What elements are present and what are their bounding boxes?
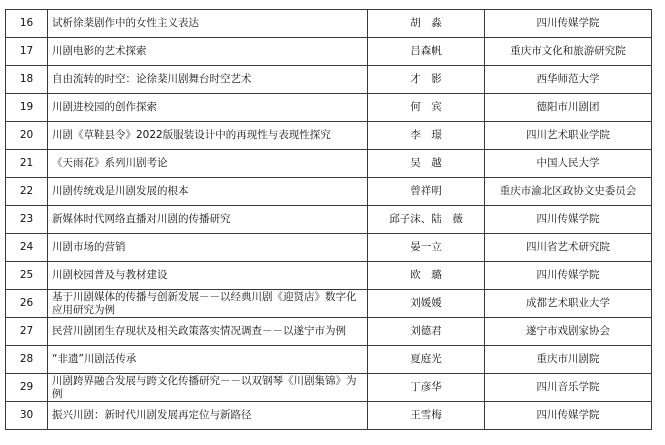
institution: 四川传媒学院: [485, 262, 652, 290]
paper-title: 川剧跨界融合发展与跨文化传播研究－－以双钢琴《川剧集锦》为例: [48, 374, 368, 402]
paper-title: 川剧进校园的创作探索: [48, 94, 368, 122]
institution: 重庆市文化和旅游研究院: [485, 38, 652, 66]
row-number: 17: [6, 38, 48, 66]
table-row: [6, 290, 652, 318]
institution: 四川音乐学院: [485, 374, 652, 402]
institution: 遂宁市戏剧家协会: [485, 318, 652, 346]
table-row: [6, 374, 652, 402]
row-number: 20: [6, 122, 48, 150]
paper-title: 川剧校园普及与教材建设: [48, 262, 368, 290]
paper-title: 《天雨花》系列川剧考论: [48, 150, 368, 178]
author-name: 夏庭光: [368, 346, 485, 374]
table-row: [6, 234, 652, 262]
author-name: 曾祥明: [368, 178, 485, 206]
paper-title: 新媒体时代网络直播对川剧的传播研究: [48, 206, 368, 234]
table-row: [6, 178, 652, 206]
row-number: 30: [6, 402, 48, 430]
author-name: 胡 淼: [368, 10, 485, 38]
table-row: [6, 66, 652, 94]
row-number: 29: [6, 374, 48, 402]
paper-title: 川剧市场的营销: [48, 234, 368, 262]
paper-title: 振兴川剧：新时代川剧发展再定位与新路径: [48, 402, 368, 430]
table-row: [6, 346, 652, 374]
institution: 中国人民大学: [485, 150, 652, 178]
row-number: 19: [6, 94, 48, 122]
row-number: 21: [6, 150, 48, 178]
institution: 四川传媒学院: [485, 10, 652, 38]
table-row: [6, 10, 652, 38]
author-name: 欧 璐: [368, 262, 485, 290]
author-name: 丁彦华: [368, 374, 485, 402]
row-number: 25: [6, 262, 48, 290]
table-row: [6, 402, 652, 430]
author-name: 何 宾: [368, 94, 485, 122]
institution: 四川艺术职业学院: [485, 122, 652, 150]
table-row: [6, 206, 652, 234]
author-name: 晏一立: [368, 234, 485, 262]
paper-title: 试析徐棻剧作中的女性主义表达: [48, 10, 368, 38]
author-name: 李 璟: [368, 122, 485, 150]
paper-title: 基于川剧媒体的传播与创新发展－－以经典川剧《迎贤店》数字化应用研究为例: [48, 290, 368, 318]
author-name: 刘媛媛: [368, 290, 485, 318]
table-row: [6, 38, 652, 66]
institution: 重庆市川剧院: [485, 346, 652, 374]
institution: 四川传媒学院: [485, 402, 652, 430]
row-number: 27: [6, 318, 48, 346]
row-number: 16: [6, 10, 48, 38]
row-number: 23: [6, 206, 48, 234]
papers-table-body: [6, 10, 652, 430]
paper-title: “非遗”川剧活传承: [48, 346, 368, 374]
paper-title: 川剧传统戏是川剧发展的根本: [48, 178, 368, 206]
table-row: [6, 150, 652, 178]
paper-title: 川剧电影的艺术探索: [48, 38, 368, 66]
row-number: 24: [6, 234, 48, 262]
row-number: 18: [6, 66, 48, 94]
row-number: 26: [6, 290, 48, 318]
institution: 成都艺术职业大学: [485, 290, 652, 318]
author-name: 邱子沫、陆 薇: [368, 206, 485, 234]
table-row: [6, 122, 652, 150]
institution: 四川省艺术研究院: [485, 234, 652, 262]
row-number: 28: [6, 346, 48, 374]
paper-title: 自由流转的时空：论徐棻川剧舞台时空艺术: [48, 66, 368, 94]
institution: 四川传媒学院: [485, 206, 652, 234]
papers-table: [5, 9, 652, 430]
paper-title: 川剧《草鞋县令》2022版服装设计中的再现性与表现性探究: [48, 122, 368, 150]
institution: 重庆市渝北区政协文史委员会: [485, 178, 652, 206]
author-name: 才 影: [368, 66, 485, 94]
table-row: [6, 318, 652, 346]
institution: 西华师范大学: [485, 66, 652, 94]
author-name: 吴 越: [368, 150, 485, 178]
author-name: 王雪梅: [368, 402, 485, 430]
paper-title: 民营川剧团生存现状及相关政策落实情况调查－－以遂宁市为例: [48, 318, 368, 346]
author-name: 刘德君: [368, 318, 485, 346]
table-row: [6, 262, 652, 290]
row-number: 22: [6, 178, 48, 206]
table-row: [6, 94, 652, 122]
institution: 德阳市川剧团: [485, 94, 652, 122]
author-name: 吕森帆: [368, 38, 485, 66]
